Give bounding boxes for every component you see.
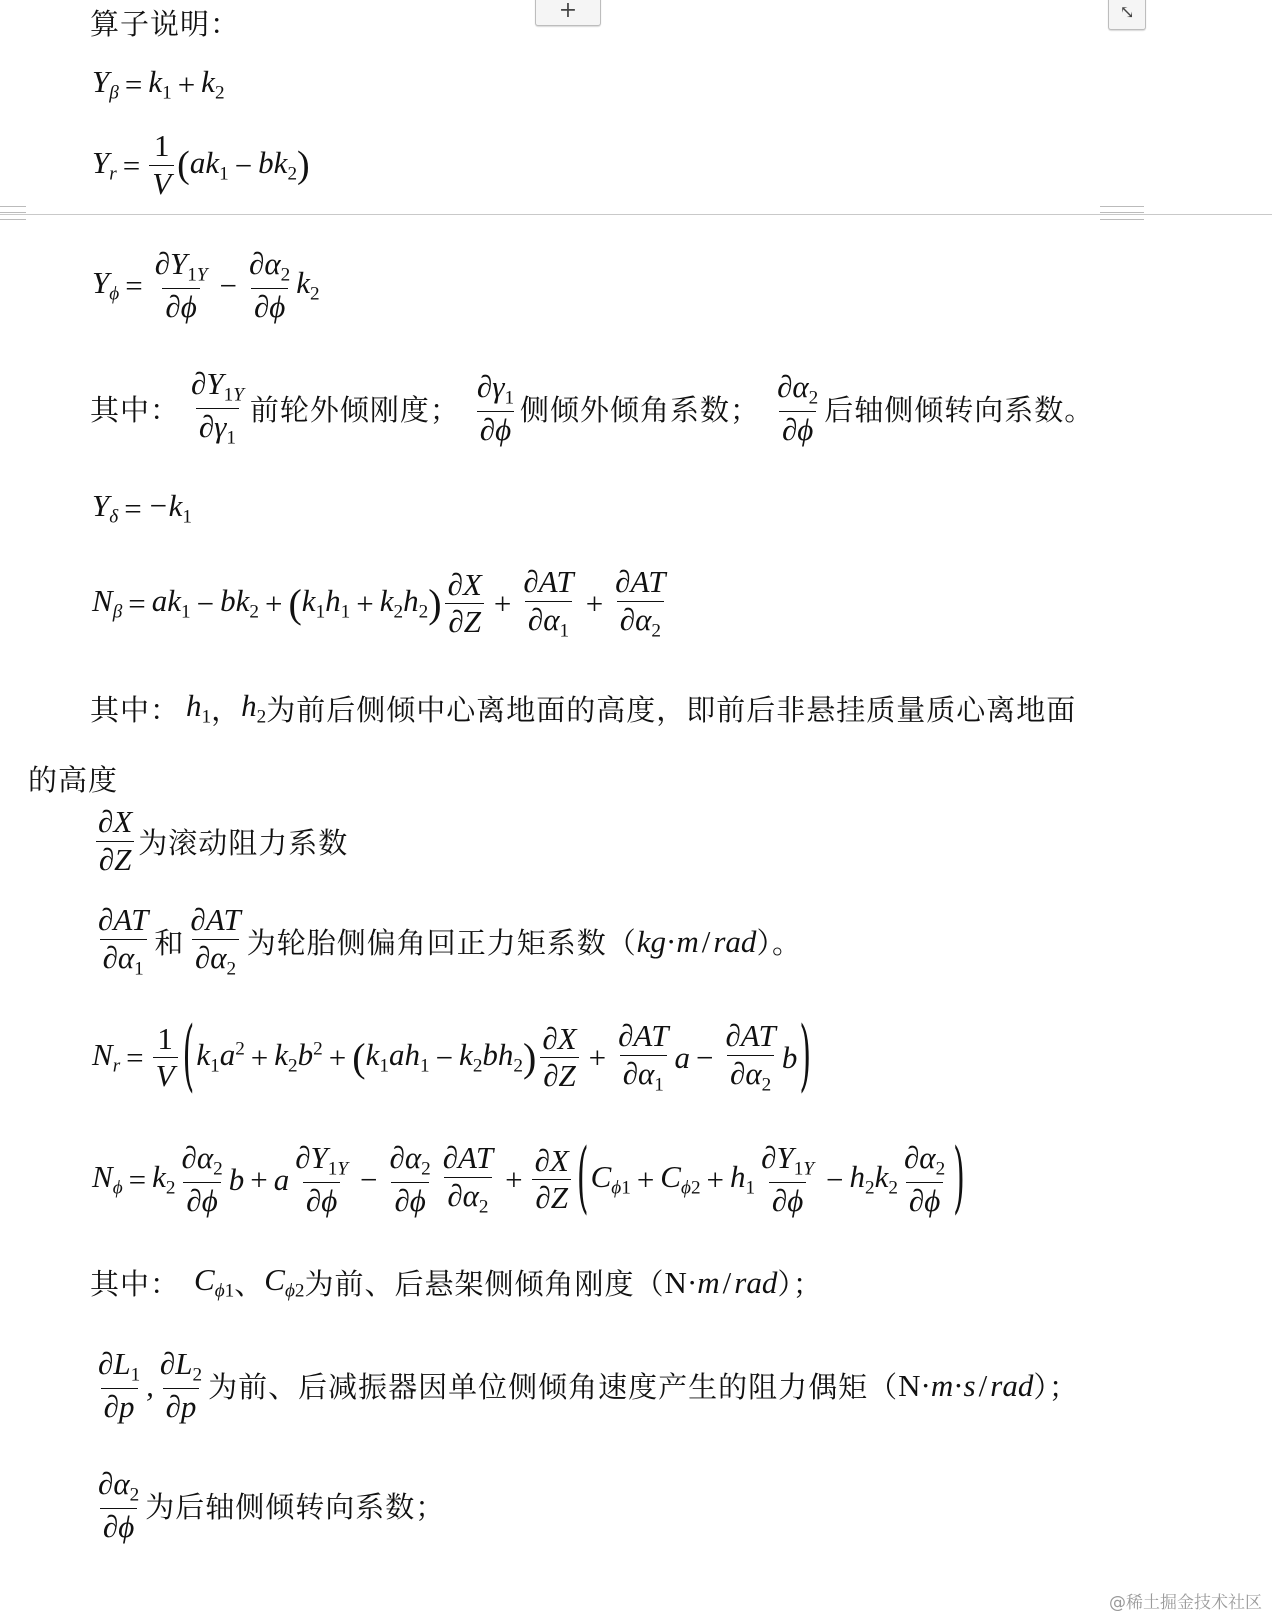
note-heights: 其中： $h_1$ ， $h_2$ 为前后侧倾中心离地面的高度，即前后非悬挂质量质心离地面 <box>90 688 1077 728</box>
plus-icon: + <box>558 0 578 23</box>
note-rear-roll-steer: $\frac{\partial\alpha_2}{\partial\phi}$ 为后轴侧倾转向系数； <box>98 1466 446 1544</box>
watermark: @稀土掘金技术社区 <box>1109 1593 1262 1613</box>
susp-roll-stiffness-label: 为前、后悬架侧倾角刚度（ <box>304 1267 665 1301</box>
note-aligning-moment: $\frac{\partial AT}{\partial\alpha_1}$ 和 $\frac{\partial AT}{\partial\alpha_2}$ 为轮胎侧偏角回正力矩系数（ kg·m/rad ）。 <box>98 902 802 980</box>
height-desc-line2: 的高度 <box>28 763 119 797</box>
note-rolling-resistance: $\frac{\partial X}{\partial Z}$ 为滚动阻力系数 <box>92 806 348 876</box>
aligning-moment-label: 为轮胎侧偏角回正力矩系数（ <box>246 926 637 961</box>
separator: ， <box>211 693 242 727</box>
equation-y-beta: $Y_\beta$ = $k_1$ + $k_2$ <box>92 64 225 104</box>
damper-moment-label: 为前、后减振器因单位侧倾角速度产生的阻力偶矩（ <box>208 1370 899 1405</box>
note-suspension-stiffness: 其中： $C_{\phi 1}$ 、 $C_{\phi 2}$ 为前、后悬架侧倾角刚度（ N·m/rad ）； <box>90 1262 823 1302</box>
equation-y-phi: $Y_\phi$ = $\frac{\partial Y_{1Y}}{\partial\phi}$ − $\frac{\partial\alpha_2}{\partial\phi}$ $k_2$ <box>92 246 320 324</box>
right-resize-handle[interactable] <box>1100 206 1144 220</box>
note-partial-derivatives: 其中： $\frac{\partial Y_{1Y}}{\partial\gamma_1}$ 前轮外倾刚度； $\frac{\partial\gamma_1}{\partial\phi}$ 侧倾外倾角系数； $\frac{\partial\alpha_2}{\partial\phi}$ 后轴侧倾转向系数。 <box>90 366 1095 449</box>
unit-close: ）； <box>1033 1370 1079 1405</box>
section-heading: 算子说明： <box>90 7 241 41</box>
and-label: 和 <box>154 926 185 961</box>
rolling-resistance-label: 为滚动阻力系数 <box>138 825 349 860</box>
front-camber-stiffness-label: 前轮外倾刚度； <box>249 392 460 427</box>
section-divider <box>0 214 1272 215</box>
equation-y-delta: $Y_\delta$ = $-k_1$ <box>92 488 192 528</box>
separator: 、 <box>234 1267 265 1301</box>
equation-n-phi: $N_\phi$ = $k_2$ $\frac{\partial\alpha_2}{\partial\phi}$ b + a $\frac{\partial Y_{1Y}}{\partial\phi}$ − $\frac{\partial\alpha_2}{\partial\phi}$ $\frac{\partial AT}{\partial\alpha_2}$ + $\frac{\partial X}{\partial Z}$ ( $C_{\phi 1}$ + $C_{\phi 2}$ + $h_1$ $\frac{\partial Y_{1Y}}{\partial\phi}$ − $h_2k_2$ $\frac{\partial\alpha_2}{\partial\phi}$ ) <box>92 1132 965 1224</box>
equation-y-r: $Y_r$ = $\frac{1}{V}$ ( $ak_1$ − $bk_2$ ) <box>92 128 310 201</box>
left-resize-handle[interactable] <box>0 206 26 220</box>
camber-angle-coef-label: 侧倾外倾角系数； <box>520 392 761 427</box>
note-label: 其中： <box>90 1267 181 1301</box>
unit-close: ）。 <box>756 926 802 961</box>
expand-icon: ⤡ <box>1119 1 1135 23</box>
rear-roll-steer-label: 为后轴侧倾转向系数； <box>145 1490 446 1525</box>
rear-roll-steer-coef-label: 后轴侧倾转向系数。 <box>824 392 1095 427</box>
equation-n-beta: $N_\beta$ = $ak_1$ − $bk_2$ + ( $k_1h_1$ + $k_2h_2$ ) $\frac{\partial X}{\partial Z}$ + $\frac{\partial AT}{\partial\alpha_1}$ + $\frac{\partial AT}{\partial\alpha_2}$ <box>92 564 666 642</box>
note-damper-moment: $\frac{\partial L_1}{\partial p}$ , $\frac{\partial L_2}{\partial p}$ 为前、后减振器因单位侧倾角速度产生的阻力偶矩（ N·m·s/rad ）； <box>98 1346 1079 1424</box>
unit-close: ）； <box>777 1267 823 1301</box>
equation-n-r: $N_r$ = $\frac{1}{V}$ ( $k_1a^2$ + $k_2b^2$ + ( $k_1ah_1$ − $k_2bh_2$ ) $\frac{\partial X}{\partial Z}$ + $\frac{\partial AT}{\partial\alpha_1}$ a − $\frac{\partial AT}{\partial\alpha_2}$ b ) <box>92 1010 812 1102</box>
note-label: 其中： <box>90 392 181 427</box>
note-label: 其中： <box>90 693 181 727</box>
add-button[interactable] <box>535 0 601 26</box>
height-desc-line1: 为前后侧倾中心离地面的高度，即前后非悬挂质量质心离地面 <box>266 693 1077 727</box>
expand-button[interactable] <box>1108 0 1146 30</box>
